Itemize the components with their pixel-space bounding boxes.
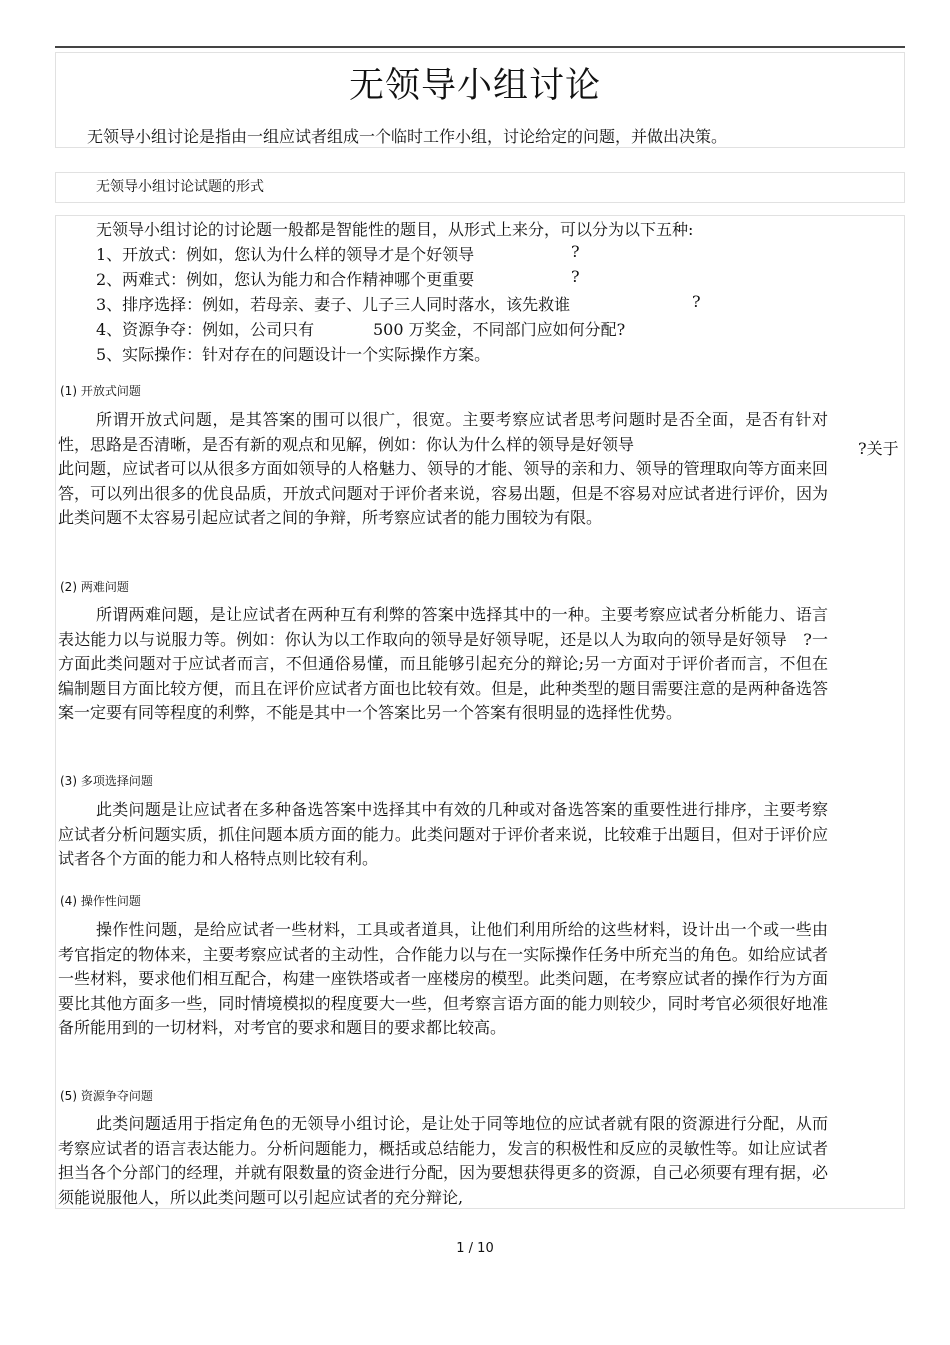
section-label-resource: (5) 资源争夺问题 [60,1089,153,1103]
top-rule [55,46,905,48]
section-body-dilemma: 所谓两难问题，是让应试者在两种互有利弊的答案中选择其中的一种。主要考察应试者分析能力、语言表达能力以与说服力等。例如：你认为以工作取向的领导是好领导呢，还是以人为取向的领导是好领导 ?一方面此类问题对于应试者而言，不但通俗易懂，而且能够引起充分的辩论;另一方面对于评价者而言，不但在编制题目方面比较方便，而且在评价应试者方面也比较有效。但是，此种类型的题目需要注意的是两种备选答案一定要有同等程度的利弊，不能是其中一个答案比另一个答案有很明显的选择性优势。 [58,605,828,723]
section-open-aside: ?关于 [858,439,899,458]
form-item-3-qmark: ? [692,292,701,311]
form-item-3: 3、排序选择：例如，若母亲、妻子、儿子三人同时落水，该先救谁 [96,295,571,314]
form-item-1: 1、开放式：例如，您认为什么样的领导才是个好领导 [96,245,475,264]
form-item-4: 4、资源争夺：例如，公司只有 [96,320,315,339]
form-item-4-extra: 500 万奖金，不同部门应如何分配? [373,320,626,339]
section-body-open-head: 所谓开放式问题，是其答案的围可以很广，很宽。主要考察应试者思考问题时是否全面，是否有针对性，思路是否清晰，是否有新的观点和见解，例如：你认为什么样的领导是好领导 [58,410,828,454]
section-body-open [58,408,828,531]
section-label-open: (1) 开放式问题 [60,384,141,398]
section-label-dilemma: (2) 两难问题 [60,580,129,594]
section-label-operational: (4) 操作性问题 [60,894,141,908]
subheading: 无领导小组讨论试题的形式 [96,179,264,195]
document-title: 无领导小组讨论 [348,66,601,106]
section-body-operational: 操作性问题，是给应试者一些材料，工具或者道具，让他们利用所给的这些材料，设计出一个或一些由考官指定的物体来，主要考察应试者的主动性，合作能力以与在一实际操作任务中所充当的角色。如给应试者一些材料，要求他们相互配合，构建一座铁塔或者一座楼房的模型。此类问题，在考察应试者的操作行为方面要比其他方面多一些，同时情境模拟的程度要大一些，但考察言语方面的能力则较少，同时考官必须很好地准备所能用到的一切材料，对考官的要求和题目的要求都比较高。 [58,920,828,1038]
form-item-5: 5、实际操作：针对存在的问题设计一个实际操作方案。 [96,345,491,364]
section-body-open-tail: 此问题，应试者可以从很多方面如领导的人格魅力、领导的才能、领导的亲和力、领导的管理取向等方面来回答，可以列出很多的优良品质，开放式问题对于评价者来说，容易出题，但是不容易对应试者进行评价，因为此类问题不太容易引起应试者之间的争辩，所考察应试者的能力围较为有限。 [58,459,828,528]
intro-paragraph: 无领导小组讨论是指由一组应试者组成一个临时工作小组，讨论给定的问题，并做出决策。 [87,127,728,146]
section-body-multiple-choice: 此类问题是让应试者在多种备选答案中选择其中有效的几种或对备选答案的重要性进行排序，主要考察应试者分析问题实质，抓住问题本质方面的能力。此类问题对于评价者来说，比较难于出题目，但对于评价应试者各个方面的能力和人格特点则比较有利。 [58,800,828,869]
forms-lead: 无领导小组讨论的讨论题一般都是智能性的题目，从形式上来分，可以分为以下五种: [96,220,694,239]
section-label-multiple-choice: (3) 多项选择问题 [60,774,153,788]
form-item-2-qmark: ? [571,267,580,286]
form-item-2: 2、两难式：例如，您认为能力和合作精神哪个更重要 [96,270,475,289]
form-item-1-qmark: ? [571,242,580,261]
section-body-resource: 此类问题适用于指定角色的无领导小组讨论，是让处于同等地位的应试者就有限的资源进行分配，从而考察应试者的语言表达能力。分析问题能力，概括或总结能力，发言的积极性和反应的灵敏性等。如让应试者担当各个分部门的经理，并就有限数量的资金进行分配，因为要想获得更多的资源，自己必须要有理有据，必须能说服他人，所以此类问题可以引起应试者的充分辩论, [58,1114,828,1207]
page-indicator: 1 / 10 [456,1241,494,1256]
